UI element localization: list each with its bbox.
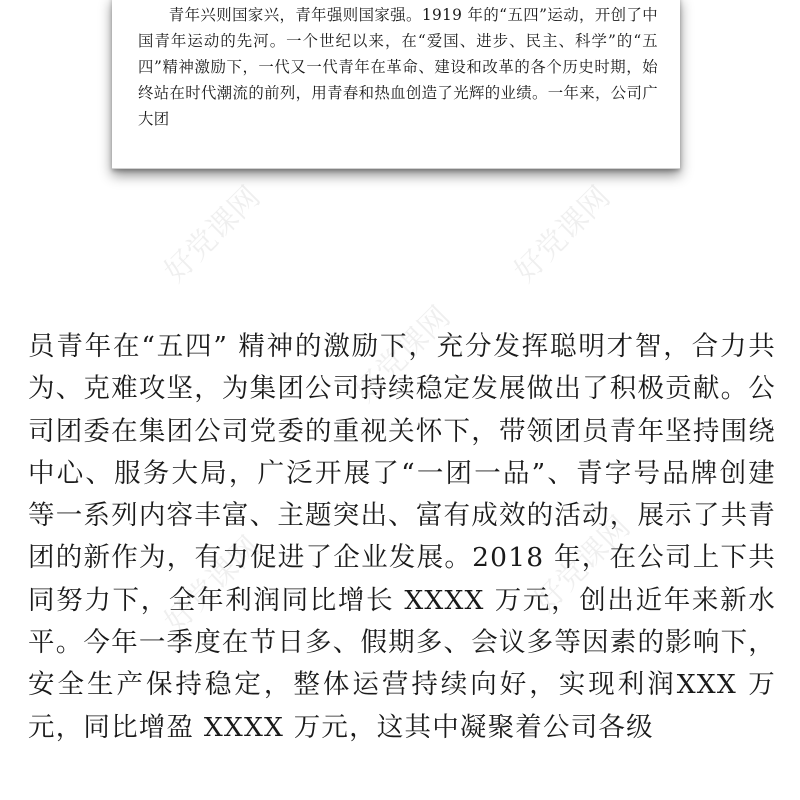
preview-card (112, 0, 680, 169)
watermark: 好党课网 (507, 179, 618, 290)
watermark: 好党课网 (157, 179, 268, 290)
body-paragraph: 员青年在“五四” 精神的激励下，充分发挥聪明才智，合力共为、克难攻坚，为集团公司持续稳定发展做出了积极贡献。公司团委在集团公司党委的重视关怀下，带领团员青年坚持围绕中心、服务大局，广泛开展了“一团一品”、青字号品牌创建等一系列内容丰富、主题突出、富有成效的活动，展示了共青团的新作为，有力促进了企业发展。2018 年，在公司上下共同努力下，全年利润同比增长 XXXX 万元，创出近年来新水平。今年一季度在节日多、假期多、会议多等因素的影响下，安全生产保持稳定，整体运营持续向好，实现利润XXX 万元，同比增盈 XXXX 万元，这其中凝聚着公司各级 (28, 331, 776, 743)
watermark: 好党课网 (157, 529, 268, 640)
watermark: 好党课网 (527, 509, 638, 620)
watermark: 好党课网 (347, 299, 458, 410)
preview-paragraph: 青年兴则国家兴，青年强则国家强。1919 年的“五四”运动，开创了中国青年运动的先河。一个世纪以来，在“爱国、进步、民主、科学”的“五四”精神激励下，一代又一代青年在革命、建设和改革的各个历史时期，始终站在时代潮流的前列，用青春和热血创造了光辉的业绩。一年来，公司广大团 (138, 6, 658, 128)
